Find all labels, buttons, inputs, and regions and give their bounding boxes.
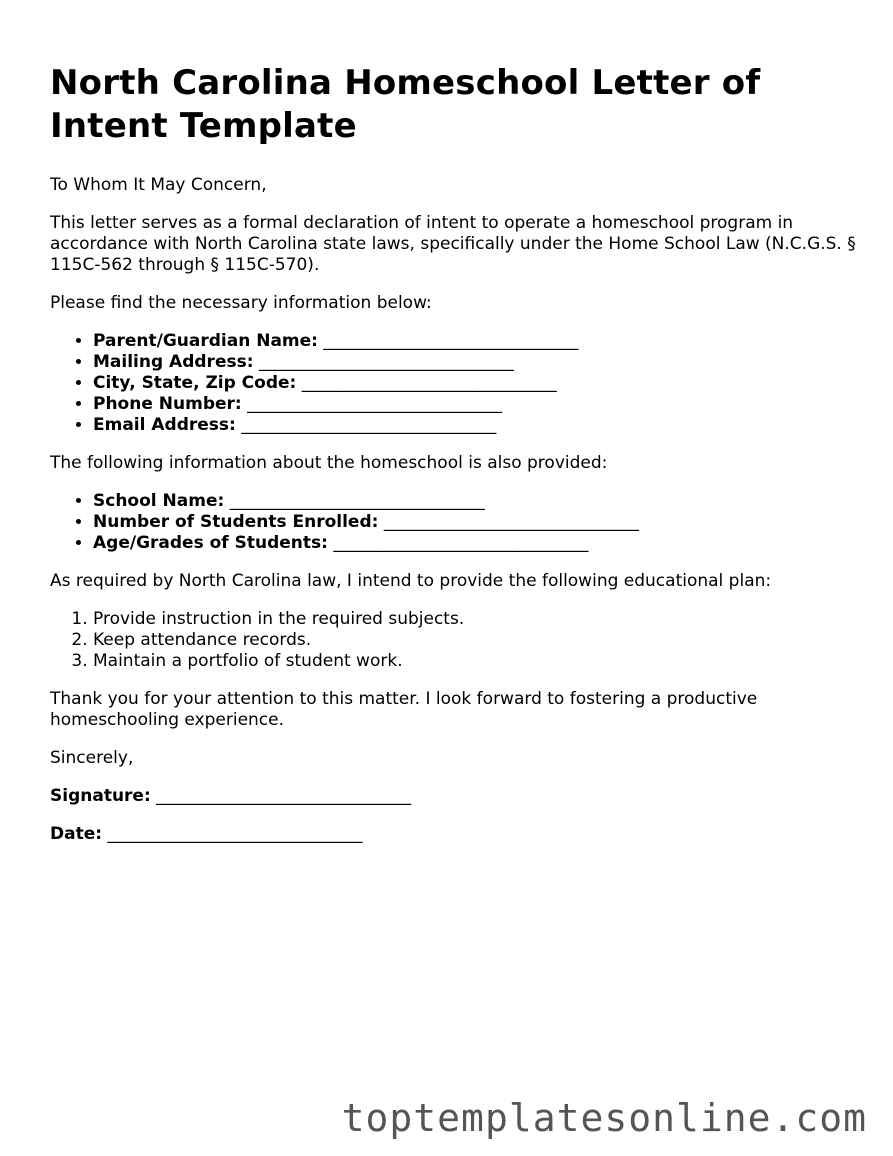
signoff: Sincerely, <box>50 748 134 768</box>
plan-lead: As required by North Carolina law, I intend to provide the following educational plan: <box>50 571 772 591</box>
school-info-lead: The following information about the homeschool is also provided: <box>50 453 608 473</box>
list-item <box>93 491 860 512</box>
letter-page <box>50 0 860 845</box>
field-label: Phone Number: <box>93 394 242 414</box>
list-item <box>93 373 860 394</box>
plan-list <box>50 609 860 672</box>
field-label: Parent/Guardian Name: <box>93 331 318 351</box>
date-line <box>50 824 860 845</box>
date-blank: ______________________________ <box>107 824 363 844</box>
closing-paragraph: Thank you for your attention to this matter. I look forward to fostering a productive homeschooling experience. <box>50 689 758 730</box>
school-info-list <box>50 491 860 554</box>
field-label: Email Address: <box>93 415 236 435</box>
signature-line <box>50 786 860 807</box>
field-blank: ______________________________ <box>247 394 503 414</box>
field-blank: ______________________________ <box>323 331 579 351</box>
list-item: 1. Provide instruction in the required subjects. <box>93 609 860 630</box>
field-blank: ______________________________ <box>383 512 639 532</box>
field-blank: ______________________________ <box>333 533 589 553</box>
field-blank: ______________________________ <box>301 373 557 393</box>
intro-paragraph: This letter serves as a formal declaration of intent to operate a homeschool program in accordance with North Carolina state laws, specifically under the Home School Law (N.C.G.S. § 115C-562 through § 115C-570). <box>50 213 856 275</box>
page-title: North Carolina Homeschool Letter of Intent Template <box>50 63 761 146</box>
parent-info-lead: Please find the necessary information below: <box>50 293 432 313</box>
parent-info-list <box>50 331 860 436</box>
field-label: School Name: <box>93 491 225 511</box>
list-item: 3. Maintain a portfolio of student work. <box>93 651 860 672</box>
field-label: City, State, Zip Code: <box>93 373 297 393</box>
field-label: Age/Grades of Students: <box>93 533 328 553</box>
list-item <box>93 512 860 533</box>
signature-blank: ______________________________ <box>156 786 412 806</box>
watermark: toptemplatesonline.com <box>341 1096 867 1140</box>
list-item <box>93 331 860 352</box>
salutation: To Whom It May Concern, <box>50 175 267 195</box>
list-item <box>93 415 860 436</box>
field-label: Number of Students Enrolled: <box>93 512 379 532</box>
date-label: Date: <box>50 824 103 844</box>
list-item: 2. Keep attendance records. <box>93 630 860 651</box>
field-blank: ______________________________ <box>241 415 497 435</box>
list-item <box>93 394 860 415</box>
field-label: Mailing Address: <box>93 352 254 372</box>
field-blank: ______________________________ <box>258 352 514 372</box>
signature-label: Signature: <box>50 786 151 806</box>
list-item <box>93 352 860 373</box>
list-item <box>93 533 860 554</box>
field-blank: ______________________________ <box>229 491 485 511</box>
